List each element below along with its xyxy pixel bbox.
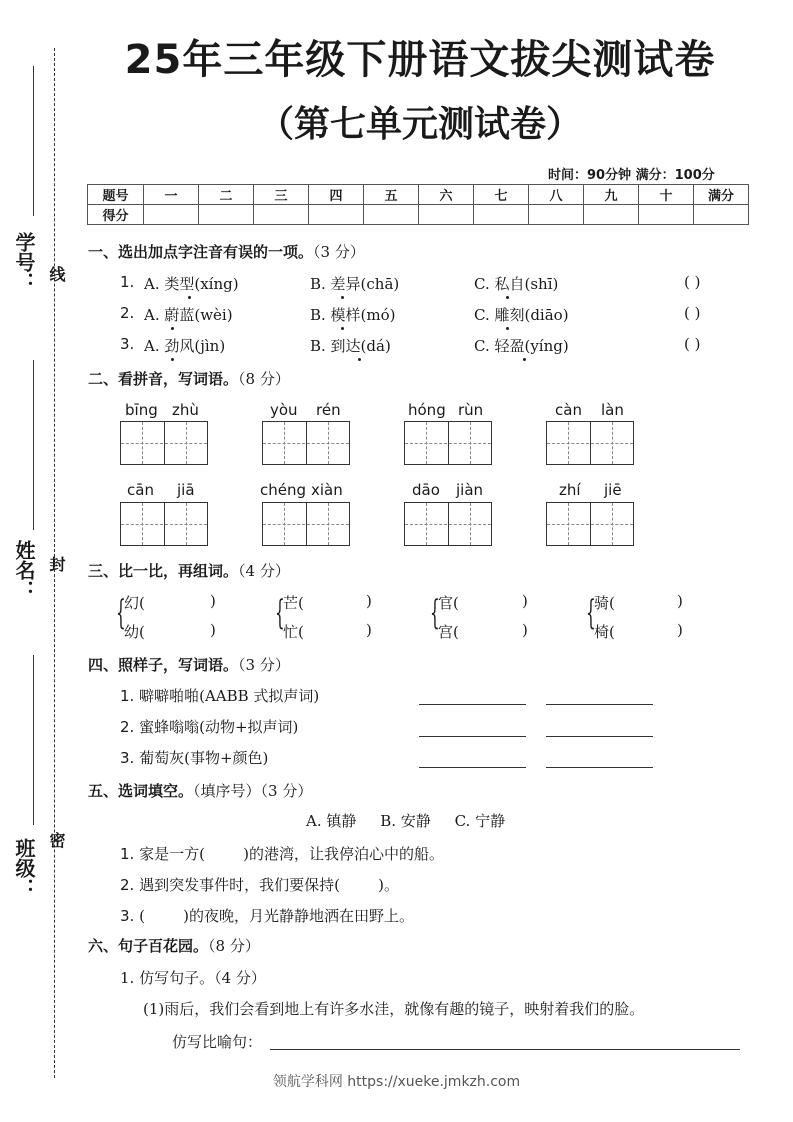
section-heading-text: 五、选词填空。 bbox=[88, 782, 194, 800]
answer-line[interactable] bbox=[419, 736, 526, 737]
answer-blank[interactable]: ( ) bbox=[684, 304, 701, 322]
option-c: C. 轻盈(yíng) bbox=[474, 337, 569, 355]
student-id-label: 学号： bbox=[12, 232, 36, 292]
score-input-cell[interactable] bbox=[364, 205, 419, 225]
time-and-score-info: 时间：90分钟 满分：100分 bbox=[548, 168, 715, 183]
question-item: 3. 葡萄灰(事物+颜色) bbox=[120, 749, 269, 767]
option-b: B. 模样(mó) bbox=[310, 306, 396, 324]
score-table bbox=[87, 184, 749, 225]
score-input-cell[interactable] bbox=[309, 205, 364, 225]
table-cell: 题号 bbox=[88, 185, 144, 205]
cut-mark-secret: 密 bbox=[47, 832, 66, 848]
score-input-cell[interactable] bbox=[529, 205, 584, 225]
answer-line[interactable] bbox=[546, 704, 653, 705]
question-item: 1. 家是一方( )的港湾，让我停泊心中的船。 bbox=[120, 845, 444, 863]
brace: { bbox=[430, 593, 440, 633]
cut-mark-seal: 封 bbox=[47, 556, 66, 572]
compare-char: 忙( bbox=[283, 623, 304, 641]
compare-char: 官( bbox=[438, 594, 459, 612]
table-cell: 得分 bbox=[88, 205, 144, 225]
score-input-cell[interactable] bbox=[474, 205, 529, 225]
pinyin: chéng bbox=[260, 481, 307, 499]
example-sentence: (1)雨后，我们会看到地上有许多水洼，就像有趣的镜子，映射着我们的脸。 bbox=[143, 1000, 645, 1018]
answer-line[interactable] bbox=[546, 736, 653, 737]
score-input-cell[interactable] bbox=[254, 205, 309, 225]
question-item: 1. 噼噼啪啪(AABB 式拟声词) bbox=[120, 687, 320, 705]
section-heading-text: 四、照样子，写词语。 bbox=[88, 656, 239, 674]
section-points: （3 分） bbox=[238, 656, 290, 674]
pinyin: hóng bbox=[408, 401, 446, 419]
pinyin: làn bbox=[601, 401, 624, 419]
question-number: 2. bbox=[120, 304, 135, 322]
score-input-cell[interactable] bbox=[199, 205, 254, 225]
option-c: C. 私自(shī) bbox=[474, 275, 559, 293]
question-number: 1. bbox=[120, 273, 135, 291]
brace: { bbox=[586, 593, 596, 633]
option-a: A. 蔚蓝(wèi) bbox=[144, 306, 233, 324]
score-input-cell[interactable] bbox=[584, 205, 639, 225]
table-cell: 七 bbox=[474, 185, 529, 205]
emphasis-dot bbox=[523, 358, 526, 361]
answer-blank[interactable]: ( ) bbox=[684, 335, 701, 353]
section-2-heading bbox=[88, 368, 290, 389]
section-points: （4 分） bbox=[238, 562, 290, 580]
pinyin: bīng bbox=[125, 401, 158, 419]
table-cell: 八 bbox=[529, 185, 584, 205]
compare-char: 幼( bbox=[124, 623, 145, 641]
footer-watermark: 领航学科网 https://xueke.jmkzh.com bbox=[272, 1074, 521, 1090]
tianzige-box[interactable] bbox=[546, 421, 634, 465]
pinyin: zhù bbox=[172, 401, 199, 419]
tianzige-box[interactable] bbox=[262, 502, 350, 546]
emphasis-dot bbox=[358, 358, 361, 361]
emphasis-dot bbox=[341, 296, 344, 299]
pinyin: jiā bbox=[177, 481, 195, 499]
close-paren: ) bbox=[677, 592, 683, 610]
compare-char: 骑( bbox=[594, 594, 615, 612]
tianzige-box[interactable] bbox=[546, 502, 634, 546]
section-points: （8 分） bbox=[238, 370, 290, 388]
score-table-header-row bbox=[88, 185, 749, 205]
cut-mark-line: 线 bbox=[47, 266, 66, 282]
compare-char: 芒( bbox=[283, 594, 304, 612]
emphasis-dot bbox=[171, 358, 174, 361]
score-input-cell[interactable] bbox=[419, 205, 474, 225]
option-c: C. 雕刻(diāo) bbox=[474, 306, 569, 324]
table-cell: 四 bbox=[309, 185, 364, 205]
pinyin: rén bbox=[316, 401, 341, 419]
close-paren: ) bbox=[366, 621, 372, 639]
pinyin: jiē bbox=[604, 481, 622, 499]
tianzige-box[interactable] bbox=[120, 421, 208, 465]
pinyin: rùn bbox=[458, 401, 484, 419]
pinyin: jiàn bbox=[456, 481, 484, 499]
table-cell: 十 bbox=[639, 185, 694, 205]
compare-char: 幻( bbox=[124, 594, 145, 612]
section-1-heading bbox=[88, 241, 365, 262]
emphasis-dot bbox=[506, 296, 509, 299]
score-input-cell[interactable] bbox=[694, 205, 749, 225]
question-item: 2. 遇到突发事件时，我们要保持( )。 bbox=[120, 876, 399, 894]
question-item: 3. ( )的夜晚，月光静静地洒在田野上。 bbox=[120, 907, 414, 925]
pinyin: xiàn bbox=[311, 481, 343, 499]
close-paren: ) bbox=[210, 592, 216, 610]
pinyin: cān bbox=[127, 481, 154, 499]
table-cell: 三 bbox=[254, 185, 309, 205]
page-subtitle: （第七单元测试卷） bbox=[257, 104, 582, 145]
pinyin: dāo bbox=[412, 481, 440, 499]
section-5-heading bbox=[88, 780, 312, 801]
answer-line[interactable] bbox=[270, 1049, 740, 1050]
pinyin: càn bbox=[555, 401, 582, 419]
close-paren: ) bbox=[522, 621, 528, 639]
section-4-heading bbox=[88, 654, 290, 675]
table-cell: 五 bbox=[364, 185, 419, 205]
answer-line[interactable] bbox=[546, 767, 653, 768]
close-paren: ) bbox=[366, 592, 372, 610]
emphasis-dot bbox=[341, 327, 344, 330]
answer-line[interactable] bbox=[419, 704, 526, 705]
score-input-cell[interactable] bbox=[639, 205, 694, 225]
score-input-cell[interactable] bbox=[144, 205, 199, 225]
tianzige-box[interactable] bbox=[262, 421, 350, 465]
section-points: （3 分） bbox=[313, 243, 365, 261]
compare-char: 椅( bbox=[594, 623, 615, 641]
option-b: B. 差异(chā) bbox=[310, 275, 400, 293]
class-label: 班级： bbox=[12, 838, 36, 898]
close-paren: ) bbox=[210, 621, 216, 639]
table-cell: 二 bbox=[199, 185, 254, 205]
section-heading-text: 六、句子百花园。 bbox=[88, 937, 209, 955]
table-cell: 九 bbox=[584, 185, 639, 205]
score-table-score-row bbox=[88, 205, 749, 225]
brace: { bbox=[275, 593, 285, 633]
table-cell: 满分 bbox=[694, 185, 749, 205]
section-points: （填序号）（3 分） bbox=[193, 782, 313, 800]
option-a: A. 劲风(jìn) bbox=[144, 337, 226, 355]
compare-char: 宫( bbox=[438, 623, 459, 641]
section-6-heading bbox=[88, 935, 260, 956]
section-heading-text: 三、比一比，再组词。 bbox=[88, 562, 239, 580]
question-number: 3. bbox=[120, 335, 135, 353]
close-paren: ) bbox=[522, 592, 528, 610]
section-heading-text: 一、选出加点字注音有误的一项。 bbox=[88, 243, 314, 261]
name-label: 姓名： bbox=[12, 540, 36, 600]
tianzige-box[interactable] bbox=[404, 502, 492, 546]
emphasis-dot bbox=[506, 327, 509, 330]
brace: { bbox=[116, 593, 126, 633]
question-item: 2. 蜜蜂嗡嗡(动物+拟声词) bbox=[120, 718, 299, 736]
imitation-prompt: 仿写比喻句： bbox=[172, 1033, 263, 1051]
tianzige-box[interactable] bbox=[404, 421, 492, 465]
section-3-heading bbox=[88, 560, 290, 581]
word-options: A. 镇静 B. 安静 C. 宁静 bbox=[306, 812, 506, 830]
page-title: 25年三年级下册语文拔尖测试卷 bbox=[124, 37, 716, 83]
option-a: A. 类型(xíng) bbox=[144, 275, 239, 293]
sub-question: 1. 仿写句子。（4 分） bbox=[120, 969, 266, 987]
table-cell: 六 bbox=[419, 185, 474, 205]
answer-blank[interactable]: ( ) bbox=[684, 273, 701, 291]
class-line bbox=[33, 655, 34, 825]
emphasis-dot bbox=[188, 296, 191, 299]
name-line bbox=[33, 360, 34, 530]
table-cell: 一 bbox=[144, 185, 199, 205]
pinyin: zhí bbox=[559, 481, 581, 499]
student-id-line bbox=[33, 66, 34, 216]
option-b: B. 到达(dá) bbox=[310, 337, 391, 355]
tianzige-box[interactable] bbox=[120, 502, 208, 546]
section-heading-text: 二、看拼音，写词语。 bbox=[88, 370, 239, 388]
close-paren: ) bbox=[677, 621, 683, 639]
section-points: （8 分） bbox=[208, 937, 260, 955]
answer-line[interactable] bbox=[419, 767, 526, 768]
emphasis-dot bbox=[171, 327, 174, 330]
pinyin: yòu bbox=[270, 401, 298, 419]
